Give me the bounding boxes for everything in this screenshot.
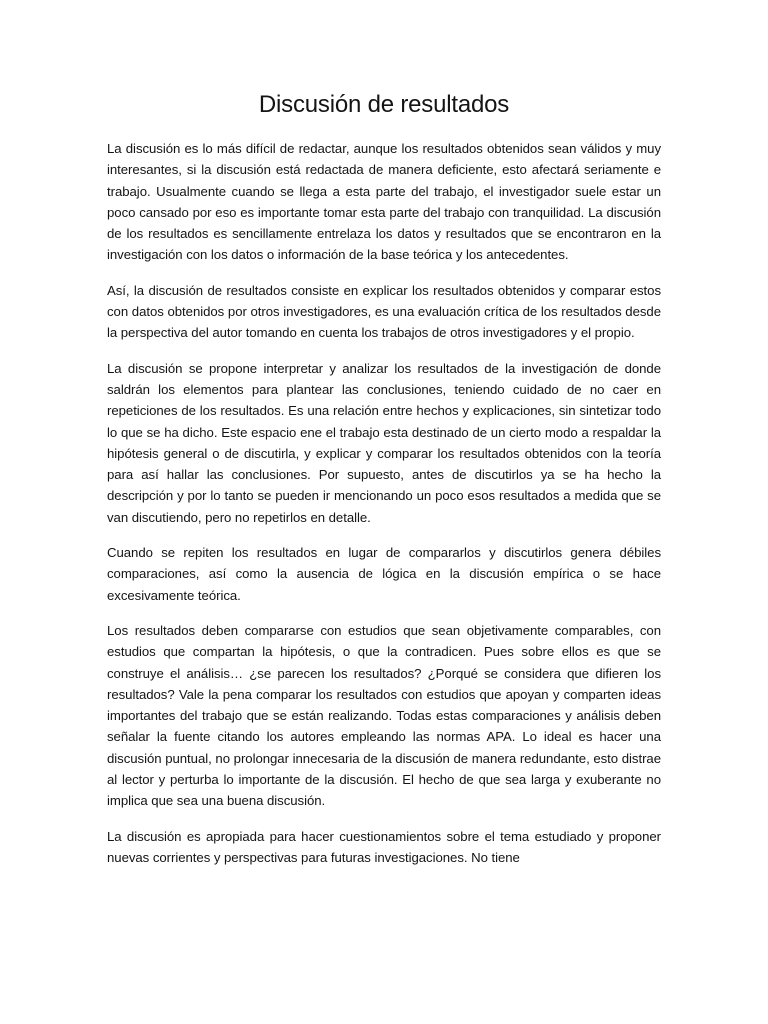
paragraph-3: La discusión se propone interpretar y analizar los resultados de la investigación de donde saldrán los elementos para plantear las conclusiones, teniendo cuidado de no caer en repeticiones de los resultados. Es una relación entre hechos y explicaciones, sin sintetizar todo lo que se ha dicho. Este espacio ene el trabajo esta destinado de un cierto modo a respaldar la hipótesis general o de discutirla, y explicar y comparar los resultados obtenidos con la teoría para así hallar las conclusiones. Por supuesto, antes de discutirlos ya se ha hecho la descripción y por lo tanto se pueden ir mencionando un poco esos resultados a medida que se van discutiendo, pero no repetirlos en detalle. (107, 360, 661, 525)
paragraph-2: Así, la discusión de resultados consiste en explicar los resultados obtenidos y comparar estos con datos obtenidos por otros investigadores, es una evaluación crítica de los resultados desde la perspectiva del autor tomando en cuenta los trabajos de otros investigadores y el propio. (107, 282, 661, 341)
document-body (107, 138, 661, 882)
page-title: Discusión de resultados (258, 91, 510, 118)
paragraph-5: Los resultados deben compararse con estudios que sean objetivamente comparables, con estudios que compartan la hipótesis, o que la contradicen. Pues sobre ellos es que se construye el análisis… ¿se parecen los resultados? ¿Porqué se considera que difieren los resultados? Vale la pena comparar los resultados con estudios que apoyan y comparten ideas importantes del trabajo que se están realizando. Todas estas comparaciones y análisis deben señalar la fuente citando los autores empleando las normas APA. Lo ideal es hacer una discusión puntual, no prolongar innecesaria de la discusión de manera redundante, esto distrae al lector y perturba lo importante de la discusión. El hecho de que sea larga y exuberante no implica que sea una buena discusión. (107, 622, 661, 809)
paragraph-1: La discusión es lo más difícil de redactar, aunque los resultados obtenidos sean válidos y muy interesantes, si la discusión está redactada de manera deficiente, esto afectará seriamente e trabajo. Usualmente cuando se llega a esta parte del trabajo, el investigador suele estar un poco cansado por eso es importante tomar esta parte del trabajo con tranquilidad. La discusión de los resultados es sencillamente entrelaza los datos y resultados que se encontraron en la investigación con los datos o información de la base teórica y los antecedentes. (107, 141, 661, 263)
paragraph-4: Cuando se repiten los resultados en lugar de compararlos y discutirlos genera débiles comparaciones, así como la ausencia de lógica en la discusión empírica o se hace excesivamente teórica. (107, 545, 661, 603)
paragraph-6: La discusión es apropiada para hacer cuestionamientos sobre el tema estudiado y proponer nuevas corrientes y perspectivas para futuras investigaciones. No tiene (107, 828, 661, 865)
